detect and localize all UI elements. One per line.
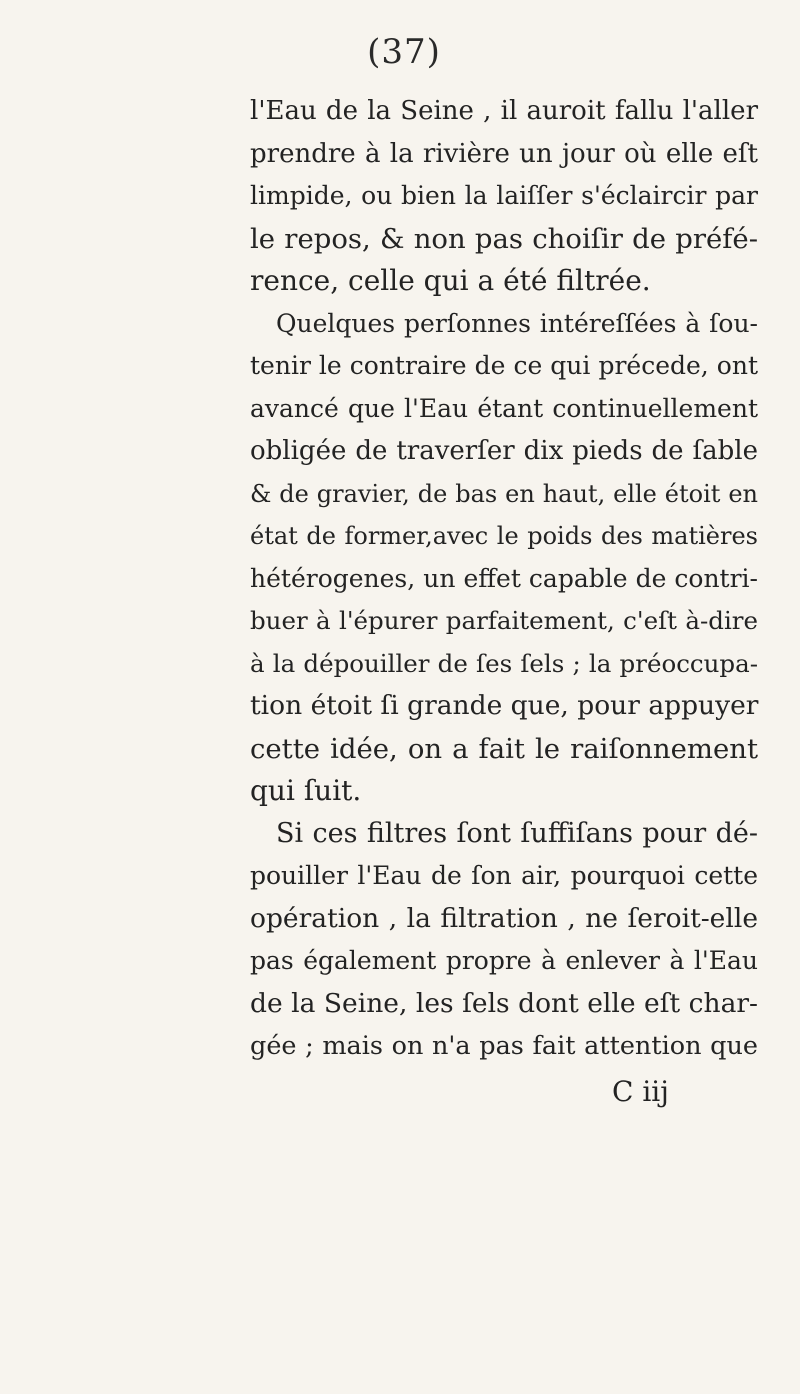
text-line: rence, celle qui a été filtrée.	[250, 264, 651, 297]
page-number: (37)	[367, 32, 441, 72]
text-line: tion étoit ſi grande que, pour appuyer	[250, 690, 759, 721]
body-text	[250, 90, 758, 1068]
text-line: pouiller l'Eau de ſon air, pourquoi cette	[250, 861, 758, 890]
text-line: le repos, & non pas choiſir de préfé-	[250, 222, 758, 255]
signature-mark: C iij	[612, 1075, 669, 1108]
text-line: tenir le contraire de ce qui précede, ont	[250, 351, 758, 380]
text-line: l'Eau de la Seine , il auroit fallu l'aller	[250, 96, 758, 126]
text-line: prendre à la rivière un jour où elle eſt	[250, 138, 758, 169]
text-line: buer à l'épurer parfaitement, c'eſt à-dire	[250, 606, 758, 635]
text-line: à la dépouiller de ſes ſels ; la préoccupa-	[250, 648, 758, 678]
text-line: obligée de traverſer dix pieds de ſable	[250, 436, 758, 466]
text-line: gée ; mais on n'a pas fait attention que	[250, 1031, 758, 1061]
text-line: Si ces filtres ſont ſuffiſans pour dé-	[276, 817, 758, 849]
text-line: état de former,avec le poids des matières	[250, 522, 758, 550]
text-line: qui ſuit.	[250, 774, 362, 807]
text-line: avancé que l'Eau étant continuellement	[250, 393, 758, 423]
text-line: de la Seine, les ſels dont elle eſt char-	[250, 987, 758, 1019]
text-line: hétérogenes, un effet capable de contri-	[250, 563, 758, 593]
text-line: pas également propre à enlever à l'Eau	[250, 946, 758, 975]
text-line: Quelques perſonnes intéreſſées à ſou-	[276, 308, 758, 338]
text-line: & de gravier, de bas en haut, elle étoit en	[250, 479, 758, 508]
text-line: limpide, ou bien la laiſſer s'éclaircir par	[250, 181, 758, 210]
text-line: cette idée, on a fait le raiſonnement	[250, 732, 758, 765]
text-line: opération , la filtration , ne ſeroit-elle	[250, 902, 758, 934]
